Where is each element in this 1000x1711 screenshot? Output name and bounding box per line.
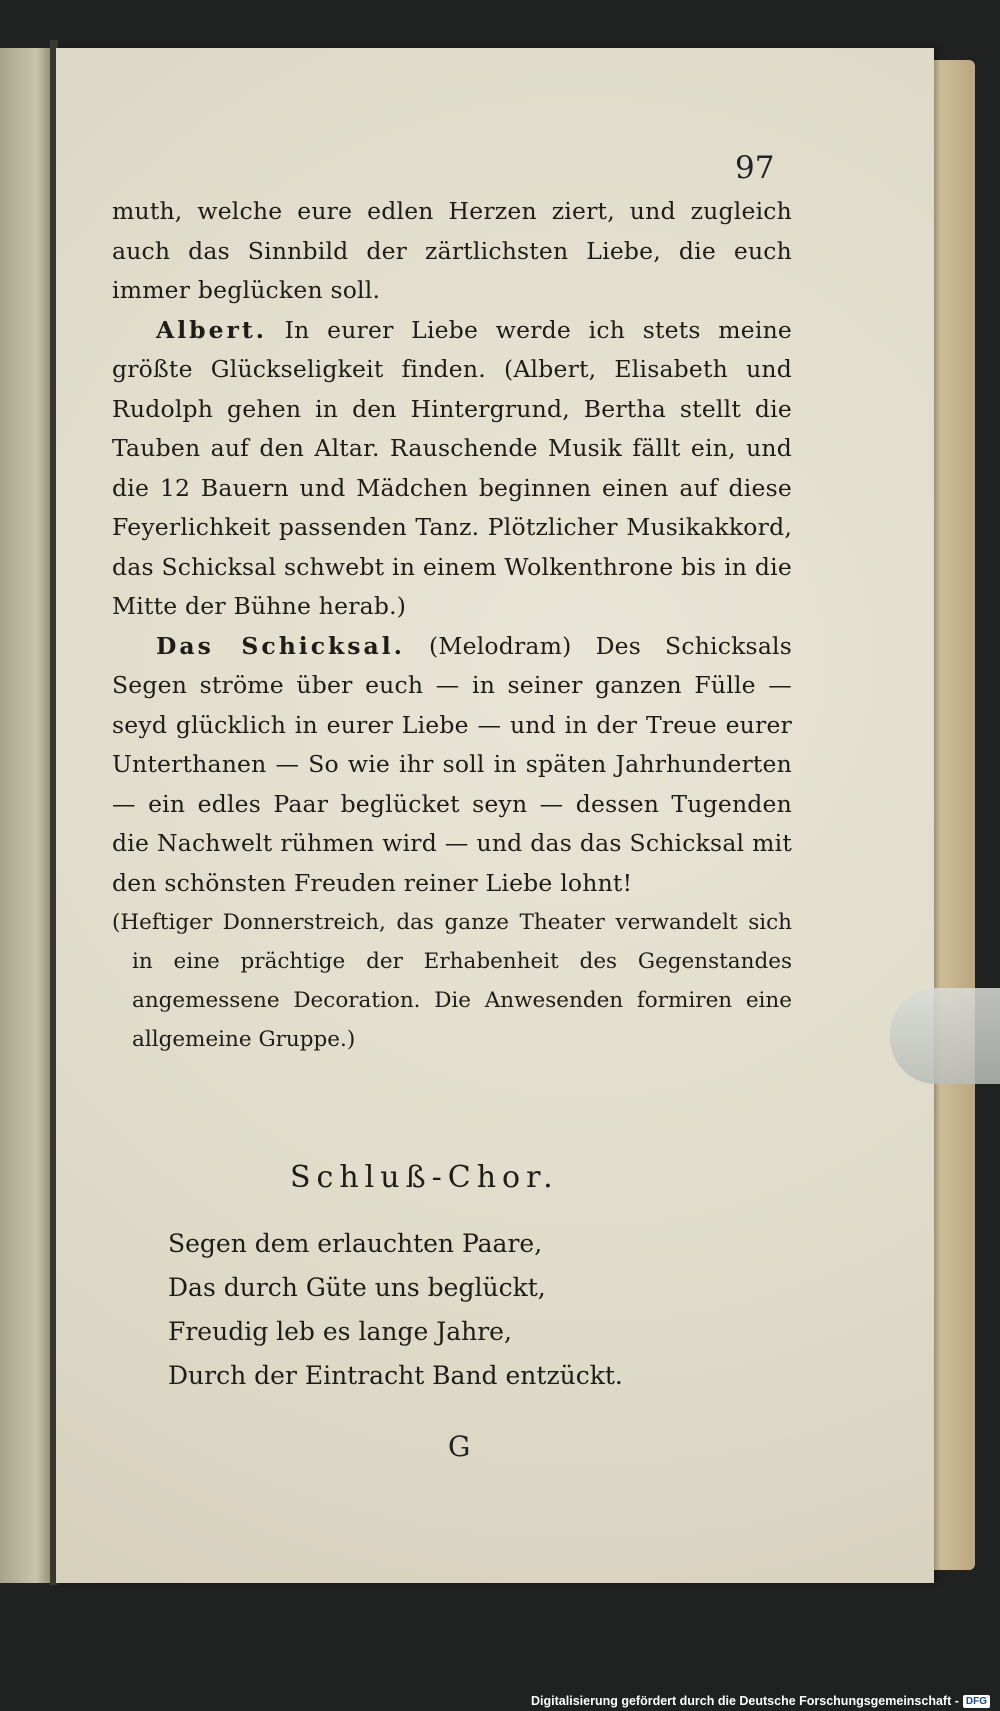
signature-mark: G bbox=[448, 1430, 471, 1463]
previous-page-edge bbox=[0, 48, 52, 1583]
paragraph-schicksal bbox=[112, 627, 792, 904]
paragraph-albert bbox=[112, 311, 792, 627]
verse-line: Das durch Güte uns beglückt, bbox=[168, 1273, 546, 1302]
verse-line: Durch der Eintracht Band entzückt. bbox=[168, 1361, 623, 1390]
paragraph-continuation: muth, welche eure edlen Herzen ziert, und zugleich auch das Sinnbild der zärtlichsten Liebe, die euch immer beglücken soll. bbox=[112, 197, 792, 304]
section-heading: Schluß-Chor. bbox=[290, 1160, 559, 1195]
verse-line: Freudig leb es lange Jahre, bbox=[168, 1317, 512, 1346]
paragraph-text: (Melodram) Des Schicksals Segen ströme über euch — in seiner ganzen Fülle — seyd glücklich in eurer Liebe — und in der Treue eurer Unterthanen — So wie ihr soll in späten Jahrhunderten — ein edles Paar beglücket seyn — dessen Tugenden die Nachwelt rühmen wird — und das das Schicksal mit den schönsten Freuden reiner Liebe lohnt! bbox=[112, 631, 793, 897]
verse-block bbox=[168, 1222, 623, 1398]
page-number: 97 bbox=[735, 150, 775, 186]
main-text bbox=[112, 192, 792, 1059]
footer-text: Digitalisierung gefördert durch die Deutsche Forschungsgemeinschaft - bbox=[531, 1694, 959, 1708]
speaker-name: Das Schicksal. bbox=[156, 631, 405, 660]
paragraph-text: In eurer Liebe werde ich stets meine größte Glückseligkeit finden. (Albert, Elisabeth und Rudolph gehen in den Hintergrund, Bertha stellt die Tauben auf den Altar. Rauschende Musik fällt ein, und die 12 Bauern und Mädchen beginnen einen auf diese Feyerlichkeit passenden Tanz. Plötzlicher Musikakkord, das Schicksal schwebt in einem Wolkenthrone bis in die Mitte der Bühne herab.) bbox=[112, 315, 793, 620]
verse-line: Segen dem erlauchten Paare, bbox=[168, 1229, 543, 1258]
bookmark-tab bbox=[890, 988, 1000, 1084]
speaker-name: Albert. bbox=[156, 315, 267, 344]
footer-credit bbox=[531, 1694, 990, 1708]
dfg-logo-icon: DFG bbox=[963, 1695, 990, 1708]
stage-direction: (Heftiger Donnerstreich, das ganze Theater verwandelt sich in eine prächtige der Erhabenheit des Gegenstandes angemessene Decoration. Die Anwesenden formiren eine allgemeine Gruppe.) bbox=[112, 910, 792, 1052]
